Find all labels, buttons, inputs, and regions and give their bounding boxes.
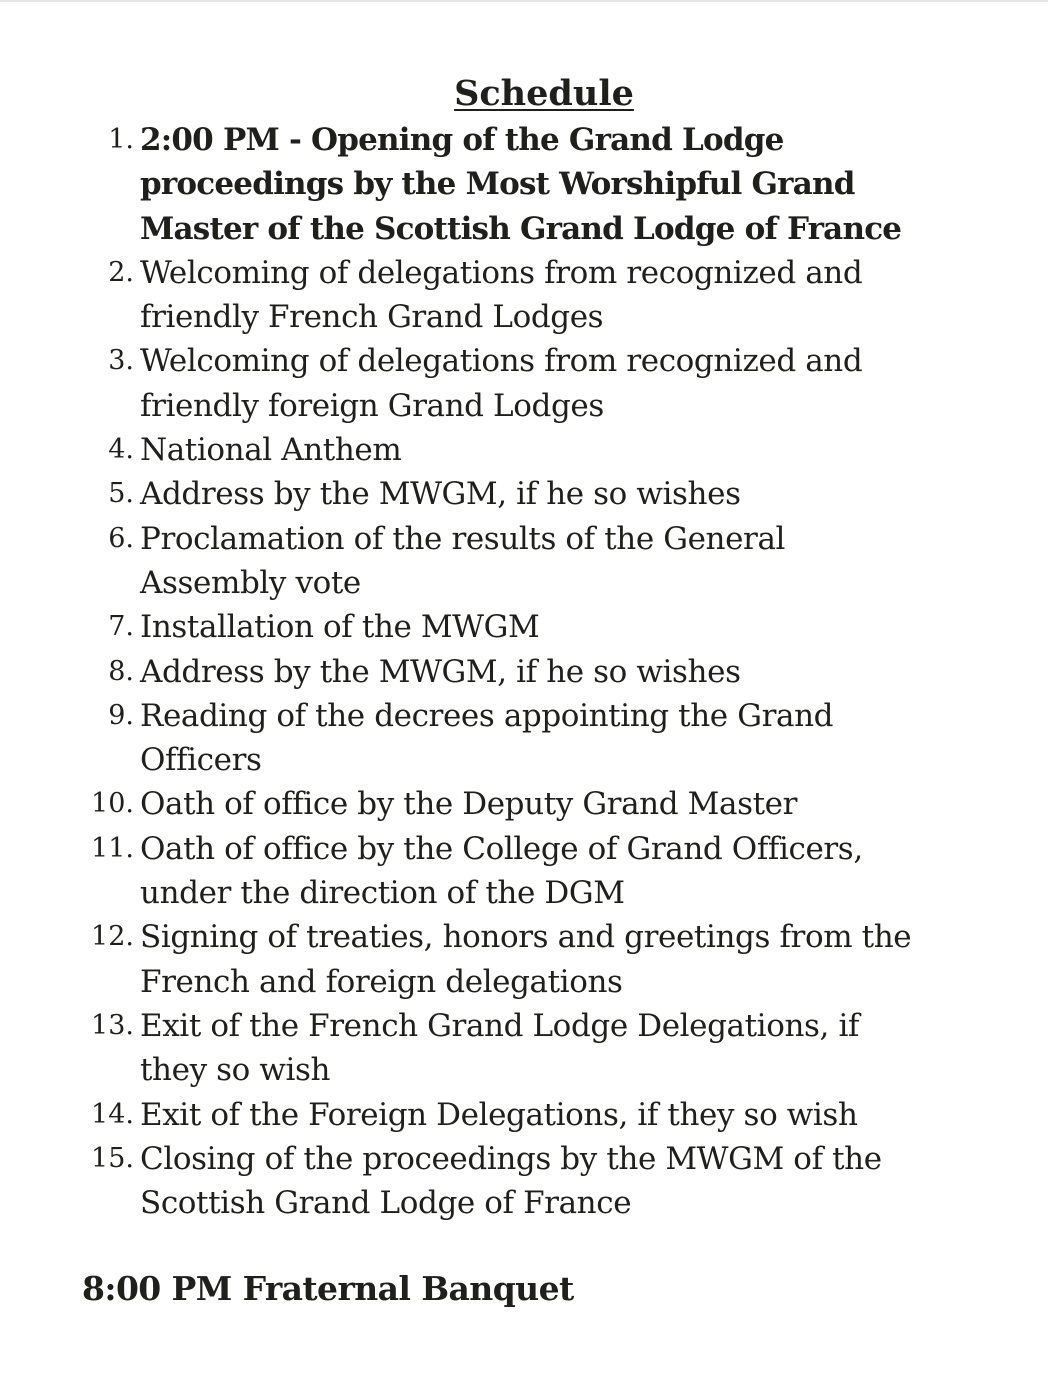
item-text: Installation of the MWGM xyxy=(140,609,540,646)
schedule-item-12 xyxy=(0,915,960,1004)
item-number: 3. xyxy=(108,345,134,377)
item-number: 15. xyxy=(91,1142,134,1174)
item-number: 10. xyxy=(91,788,134,820)
item-text: 2:00 PM - Opening of the Grand Lodge proceedings by the Most Worshipful Grand Master of the Scottish Grand Lodge of France xyxy=(140,122,902,247)
item-text: Exit of the French Grand Lodge Delegations, if they so wish xyxy=(140,1007,860,1089)
item-text: Welcoming of delegations from recognized and friendly foreign Grand Lodges xyxy=(140,343,863,424)
schedule-item-1 xyxy=(0,118,960,251)
item-number: 12. xyxy=(91,921,134,953)
schedule-item-8 xyxy=(0,650,960,694)
schedule-item-15 xyxy=(0,1137,960,1226)
banquet-heading: 8:00 PM Fraternal Banquet xyxy=(82,1269,574,1308)
item-text: Exit of the Foreign Delegations, if they so wish xyxy=(140,1096,858,1133)
item-number: 5. xyxy=(108,478,134,510)
schedule-item-11 xyxy=(0,827,960,916)
schedule-item-6 xyxy=(0,517,960,606)
schedule-item-9 xyxy=(0,694,960,783)
item-text: Closing of the proceedings by the MWGM of the Scottish Grand Lodge of France xyxy=(140,1140,882,1222)
item-text: Signing of treaties, honors and greetings from the French and foreign delegations xyxy=(140,919,912,1000)
item-number: 2. xyxy=(108,256,134,288)
item-number: 9. xyxy=(108,699,134,731)
item-number: 6. xyxy=(108,522,134,554)
item-text: National Anthem xyxy=(140,432,402,469)
item-number: 11. xyxy=(91,832,134,864)
item-number: 7. xyxy=(108,611,134,643)
schedule-item-14 xyxy=(0,1093,960,1137)
schedule-title: Schedule xyxy=(454,73,634,114)
schedule-item-7 xyxy=(0,605,960,649)
schedule-item-10 xyxy=(0,782,960,826)
schedule-item-3 xyxy=(0,339,960,428)
schedule-item-4 xyxy=(0,428,960,472)
schedule-item-13 xyxy=(0,1004,960,1093)
item-number: 4. xyxy=(108,434,134,466)
item-text: Welcoming of delegations from recognized and friendly French Grand Lodges xyxy=(140,254,863,336)
item-text: Oath of office by the College of Grand Officers, under the direction of the DGM xyxy=(140,830,863,912)
item-text: Address by the MWGM, if he so wishes xyxy=(140,476,741,513)
schedule-item-5 xyxy=(0,472,960,516)
item-text: Proclamation of the results of the General Assembly vote xyxy=(140,520,786,601)
item-number: 14. xyxy=(91,1098,134,1130)
item-number: 1. xyxy=(108,124,134,155)
item-text: Reading of the decrees appointing the Grand Officers xyxy=(140,697,834,779)
item-number: 13. xyxy=(91,1009,134,1041)
item-text: Address by the MWGM, if he so wishes xyxy=(140,653,741,690)
item-number: 8. xyxy=(108,655,134,687)
schedule-item-2 xyxy=(0,251,960,340)
item-text: Oath of office by the Deputy Grand Master xyxy=(140,786,798,823)
schedule-list xyxy=(0,118,960,1225)
